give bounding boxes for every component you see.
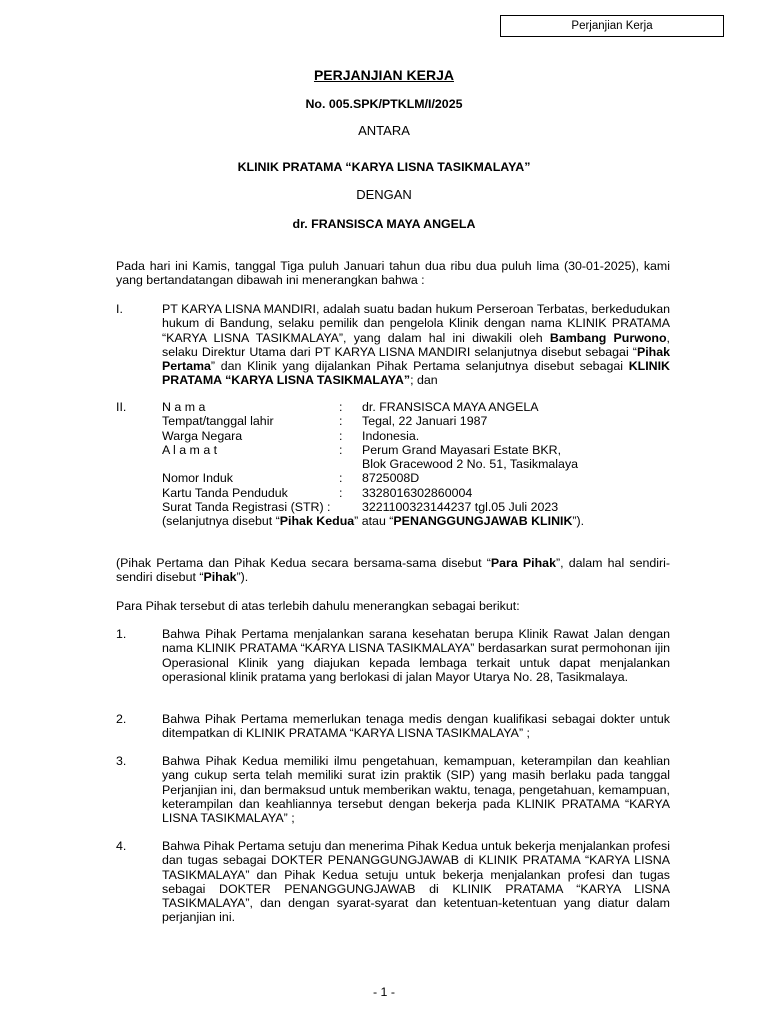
antara-label: ANTARA — [358, 123, 410, 138]
field-label: Surat Tanda Registrasi (STR) : — [162, 500, 331, 515]
identity-row — [162, 429, 670, 443]
recital-number: 1. — [116, 627, 127, 641]
document-number: No. 005.SPK/PTKLM/I/2025 — [305, 97, 463, 111]
identity-row — [162, 443, 670, 457]
field-label: N a m a — [162, 400, 206, 414]
para-pihak-definition — [116, 556, 670, 585]
definition-text-part: ”, dalam hal sendiri-sendiri disebut “ — [116, 556, 671, 585]
document-reference-box: Perjanjian Kerja — [500, 15, 724, 37]
field-label: Tempat/tanggal lahir — [162, 414, 274, 429]
defined-term: Para Pihak — [490, 556, 556, 570]
alias-text-part: (selanjutnya disebut “ — [162, 514, 280, 529]
field-value: dr. FRANSISCA MAYA ANGELA — [362, 400, 539, 414]
field-value: 3221100323144237 tgl.05 Juli 2023 — [362, 500, 559, 515]
clause-text-part: ” dan Klinik yang dijalankan Pihak Pertama selanjutnya disebut sebagai — [210, 359, 629, 374]
definition-text-part: ”). — [236, 570, 249, 585]
clause-number: II. — [116, 400, 127, 414]
party-alias: KLINIK PRATAMA “KARYA LISNA TASIKMALAYA” — [162, 359, 670, 388]
identity-row — [162, 486, 670, 500]
field-label: Warga Negara — [162, 428, 243, 443]
field-colon: : — [339, 400, 343, 414]
recital-text: Bahwa Pihak Pertama memerlukan tenaga medis dengan kualifikasi sebagai dokter untuk ditempatkan di KLINIK PRATAMA “KARYA LISNA TASIKMALAYA” ; — [162, 712, 670, 741]
identity-row — [162, 400, 670, 414]
alias-text-part: ” atau “ — [354, 514, 394, 529]
identity-row — [162, 500, 670, 514]
identity-row — [162, 457, 670, 471]
clause-number: I. — [116, 302, 123, 316]
field-colon: : — [339, 414, 343, 429]
field-colon: : — [339, 428, 343, 443]
intro-paragraph: Pada hari ini Kamis, tanggal Tiga puluh Januari tahun dua ribu dua puluh lima (30-01-2025), kami yang bertandatangan dibawah ini menerangkan bahwa : — [116, 259, 670, 288]
field-colon: : — [339, 471, 343, 486]
dengan-label: DENGAN — [356, 187, 412, 202]
alias-text-part: ”). — [572, 514, 585, 529]
field-value: 3328016302860004 — [362, 485, 473, 500]
recital-text: Bahwa Pihak Kedua memiliki ilmu pengetahuan, kemampuan, keterampilan dan keahlian yang cukup serta telah memiliki surat izin praktik (SIP) yang masih berlaku pada tanggal Perjanjian ini, dan bermaksud untuk memberikan waktu, tenaga, pengetahuan, kemampuan, keterampilan dan keahliannya tersebut dengan bekerja pada KLINIK PRATAMA “KARYA LISNA TASIKMALAYA” ; — [162, 754, 670, 826]
field-label: Kartu Tanda Penduduk — [162, 485, 288, 500]
recital-text: Bahwa Pihak Pertama menjalankan sarana kesehatan berupa Klinik Rawat Jalan dengan nama KLINIK PRATAMA “KARYA LISNA TASIKMALAYA” berdasarkan surat permohonan ijin Operasional Klinik yang diajukan kepada lembaga terkait untuk dapat menjalankan operasional klinik pratama yang berlokasi di jalan Mayor Utarya No. 28, Tasikmalaya. — [162, 627, 670, 684]
field-label: Nomor Induk — [162, 471, 233, 486]
recital-text: Bahwa Pihak Pertama setuju dan menerima Pihak Kedua untuk bekerja menjalankan profesi dan tugas sebagai DOKTER PENANGGUNGJAWAB di KLINIK PRATAMA “KARYA LISNA TASIKMALAYA” dan Pihak Kedua setuju untuk bekerja menjalankan profesi dan tugas sebagai DOKTER PENANGGUNGJAWAB di KLINIK PRATAMA “KARYA LISNA TASIKMALAYA”, dan dengan syarat-syarat dan ketentuan-ketentuan yang diatur dalam perjanjian ini. — [162, 839, 670, 925]
party-alias: PENANGGUNGJAWAB KLINIK — [393, 514, 573, 529]
field-colon: : — [339, 442, 343, 457]
clause-text-part: ; dan — [410, 373, 438, 388]
first-party-heading: KLINIK PRATAMA “KARYA LISNA TASIKMALAYA” — [237, 160, 531, 174]
field-label: A l a m a t — [162, 442, 218, 457]
representative-name: Bambang Purwono — [549, 330, 667, 345]
recital-number: 3. — [116, 754, 127, 768]
clause-text-part: , selaku Direktur Utama dari PT KARYA LISNA MANDIRI selanjutnya disebut sebagai “ — [162, 330, 670, 359]
field-value: Tegal, 22 Januari 1987 — [362, 414, 488, 429]
recitals-lead-in: Para Pihak tersebut di atas terlebih dahulu menerangkan sebagai berikut: — [116, 599, 520, 613]
clause-text — [162, 302, 670, 388]
field-value: Perum Grand Mayasari Estate BKR, — [362, 442, 562, 457]
identity-row — [162, 471, 670, 485]
recital-number: 2. — [116, 712, 127, 726]
field-value: Indonesia. — [362, 428, 420, 443]
identity-row — [162, 414, 670, 428]
clause-text-part: PT KARYA LISNA MANDIRI, adalah suatu badan hukum Perseroan Terbatas, berkedudukan hukum di Bandung, selaku pemilik dan pengelola Klinik dengan nama KLINIK PRATAMA “KARYA LISNA TASIKMALAYA”, yang dalam hal ini diwakili oleh — [162, 302, 670, 345]
second-party-alias-line — [162, 514, 670, 528]
recital-number: 4. — [116, 839, 127, 853]
second-party-heading: dr. FRANSISCA MAYA ANGELA — [292, 217, 476, 231]
party-alias: Pihak Kedua — [279, 514, 355, 529]
definition-text-part: (Pihak Pertama dan Pihak Kedua secara bersama-sama disebut “ — [116, 556, 491, 570]
page-number: - 1 - — [372, 985, 396, 999]
document-title: PERJANJIAN KERJA — [313, 67, 455, 83]
defined-term: Pihak — [203, 570, 237, 585]
identity-table — [162, 400, 670, 529]
field-value: Blok Gracewood 2 No. 51, Tasikmalaya — [362, 457, 579, 472]
field-colon: : — [339, 485, 343, 500]
party-alias: Pihak Pertama — [162, 344, 670, 374]
field-value: 8725008D — [362, 471, 420, 486]
